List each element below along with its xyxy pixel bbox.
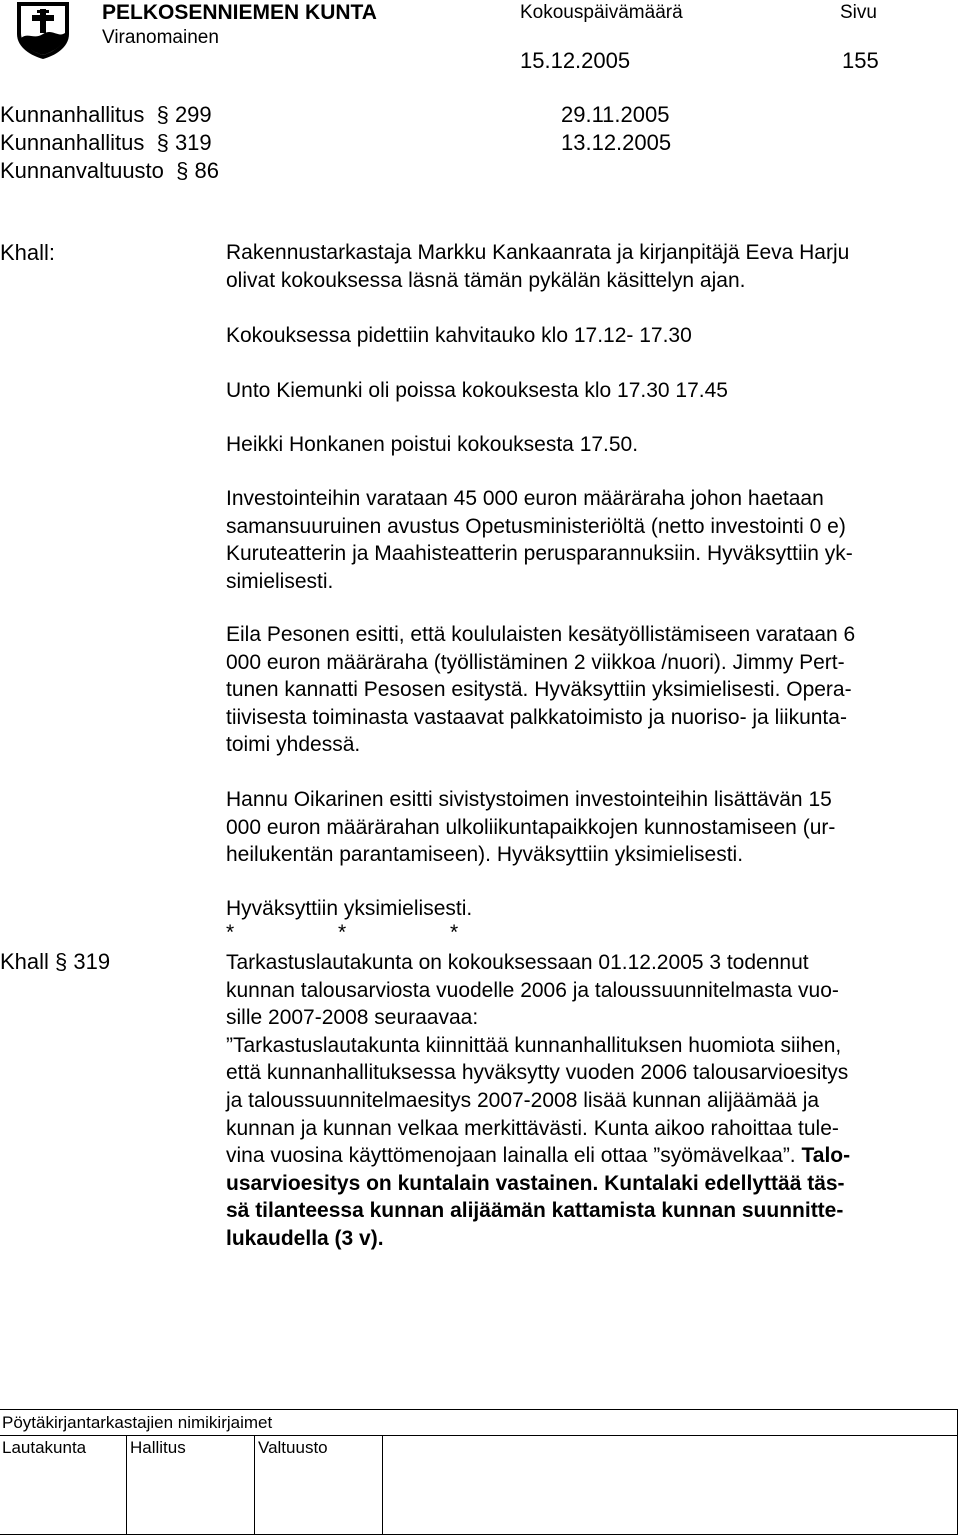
khall-section-number: 319 <box>73 949 111 974</box>
paragraph-break <box>226 322 942 350</box>
text-line: Rakennustarkastaja Markku Kankaanrata ja kirjanpitäjä Eeva Harju <box>226 241 850 264</box>
text-plain: vina vuosina käyttömenojaan lainalla eli ottaa ”syömävelkaa”. <box>226 1144 796 1168</box>
text-line: Unto Kiemunki oli poissa kokouksesta klo 17.30 17.45 <box>226 379 728 402</box>
signature-column-board: Lautakunta <box>2 1438 87 1457</box>
text-line: simielisesti. <box>226 569 334 593</box>
text-line-bold: usarvioesitys on kuntalain vastainen. Kuntalaki edellyttää täs- <box>226 1171 845 1195</box>
reference-body: Kunnanvaltuusto <box>0 158 164 183</box>
khall-319-label <box>0 948 110 976</box>
reference-number: 319 <box>174 130 212 155</box>
text-line: Hannu Oikarinen esitti sivistystoimen investointeihin lisättävän 15 <box>226 788 832 811</box>
reference-row <box>0 101 212 129</box>
column-divider <box>254 1435 255 1535</box>
text-line: Tarkastuslautakunta on kokouksessaan 01.12.2005 3 todennut <box>226 951 809 974</box>
reference-body: Kunnanhallitus <box>0 130 145 155</box>
text-line: 000 euron määrärahan ulkoliikuntapaikkojen kunnostamiseen (ur- <box>226 815 836 839</box>
text-line: Hyväksyttiin yksimielisesti. <box>226 897 473 920</box>
reference-date: 29.11.2005 <box>561 102 670 127</box>
page-label: Sivu <box>840 2 877 23</box>
text-line: Kuruteatterin ja Maahisteatterin perusparannuksiin. Hyväksyttiin yk- <box>226 542 853 566</box>
paragraph-investments <box>226 485 942 595</box>
section-sign-icon: § <box>170 158 195 183</box>
page-number: 155 <box>842 48 879 73</box>
separator-star: * <box>226 921 235 944</box>
text-line: kunnan talousarviosta vuodelle 2006 ja taloussuunnitelmasta vuo- <box>226 978 839 1002</box>
signature-box-divider <box>0 1435 958 1436</box>
text-line-mixed <box>226 1142 942 1170</box>
paragraph-absence <box>226 377 942 405</box>
text-line-bold: sä tilanteessa kunnan alijäämän kattamista kunnan suunnitte- <box>226 1199 844 1223</box>
coat-of-arms-logo <box>14 0 72 60</box>
authority-label: Viranomainen <box>102 27 219 48</box>
section-sign-icon: § <box>48 949 74 974</box>
signature-column-government: Hallitus <box>130 1438 186 1457</box>
separator-star: * <box>450 921 459 944</box>
meeting-date-label: Kokouspäivämäärä <box>520 2 683 23</box>
signature-column-council: Valtuusto <box>258 1438 328 1457</box>
text-line: ”Tarkastuslautakunta kiinnittää kunnanhallituksen huomiota siihen, <box>226 1033 842 1057</box>
section-sign-icon: § <box>150 130 175 155</box>
text-line: ja taloussuunnitelmaesitys 2007-2008 lisää kunnan alijäämää ja <box>226 1088 820 1112</box>
reference-row <box>0 157 219 185</box>
section-sign-icon: § <box>150 102 175 127</box>
signature-box-title: Pöytäkirjantarkastajien nimikirjaimet <box>2 1413 273 1432</box>
text-line: Heikki Honkanen poistui kokouksesta 17.50. <box>226 433 639 456</box>
text-line: Eila Pesonen esitti, että koululaisten kesätyöllistämiseen varataan 6 <box>226 623 856 646</box>
khall-label-text: Khall <box>0 949 49 974</box>
paragraph-sports-facilities <box>226 786 942 869</box>
text-line: tunen kannatti Pesosen esitystä. Hyväksyttiin yksimielisesti. Opera- <box>226 678 852 702</box>
reference-body: Kunnanhallitus <box>0 102 145 127</box>
text-line: tiivisesta toiminasta vastaavat palkkatoimisto ja nuoriso- ja liikunta- <box>226 705 847 729</box>
text-line: Investointeihin varataan 45 000 euron määräraha johon haetaan <box>226 487 824 510</box>
paragraph-approved <box>226 895 942 923</box>
text-bold: Talo- <box>795 1144 851 1168</box>
meeting-date: 15.12.2005 <box>520 48 631 73</box>
text-line: sille 2007-2008 seuraavaa: <box>226 1006 479 1030</box>
text-line-bold: lukaudella (3 v). <box>226 1226 384 1250</box>
separator-star: * <box>338 921 347 944</box>
reference-date: 13.12.2005 <box>561 130 672 155</box>
organization-name: PELKOSENNIEMEN KUNTA <box>102 1 377 24</box>
text-line: kunnan ja kunnan velkaa merkittävästi. Kunta aikoo rahoittaa tule- <box>226 1116 839 1140</box>
khall-label: Khall: <box>0 240 56 265</box>
text-line: toimi yhdessä. <box>226 733 361 757</box>
reference-number: 299 <box>174 102 212 127</box>
paragraph-departure <box>226 431 942 459</box>
text-line: Kokouksessa pidettiin kahvitauko klo 17.12- 17.30 <box>226 324 692 347</box>
text-line: olivat kokouksessa läsnä tämän pykälän käsittelyn ajan. <box>226 268 746 292</box>
paragraph-summer-jobs <box>226 621 942 759</box>
column-divider <box>382 1435 383 1535</box>
text-line: 000 euron määräraha (työllistäminen 2 viikkoa /nuori). Jimmy Pert- <box>226 650 845 674</box>
reference-row <box>0 129 212 157</box>
text-line: samansuuruinen avustus Opetusministeriöltä (netto investointi 0 e) <box>226 514 846 538</box>
paragraph-attendance <box>226 239 942 294</box>
reference-number: 86 <box>194 158 219 183</box>
text-line: heilukentän parantamiseen). Hyväksyttiin yksimielisesti. <box>226 843 744 867</box>
column-divider <box>126 1435 127 1535</box>
paragraph-audit-committee <box>226 949 942 1253</box>
text-line: että kunnanhallituksessa hyväksytty vuoden 2006 talousarvioesitys <box>226 1061 849 1085</box>
